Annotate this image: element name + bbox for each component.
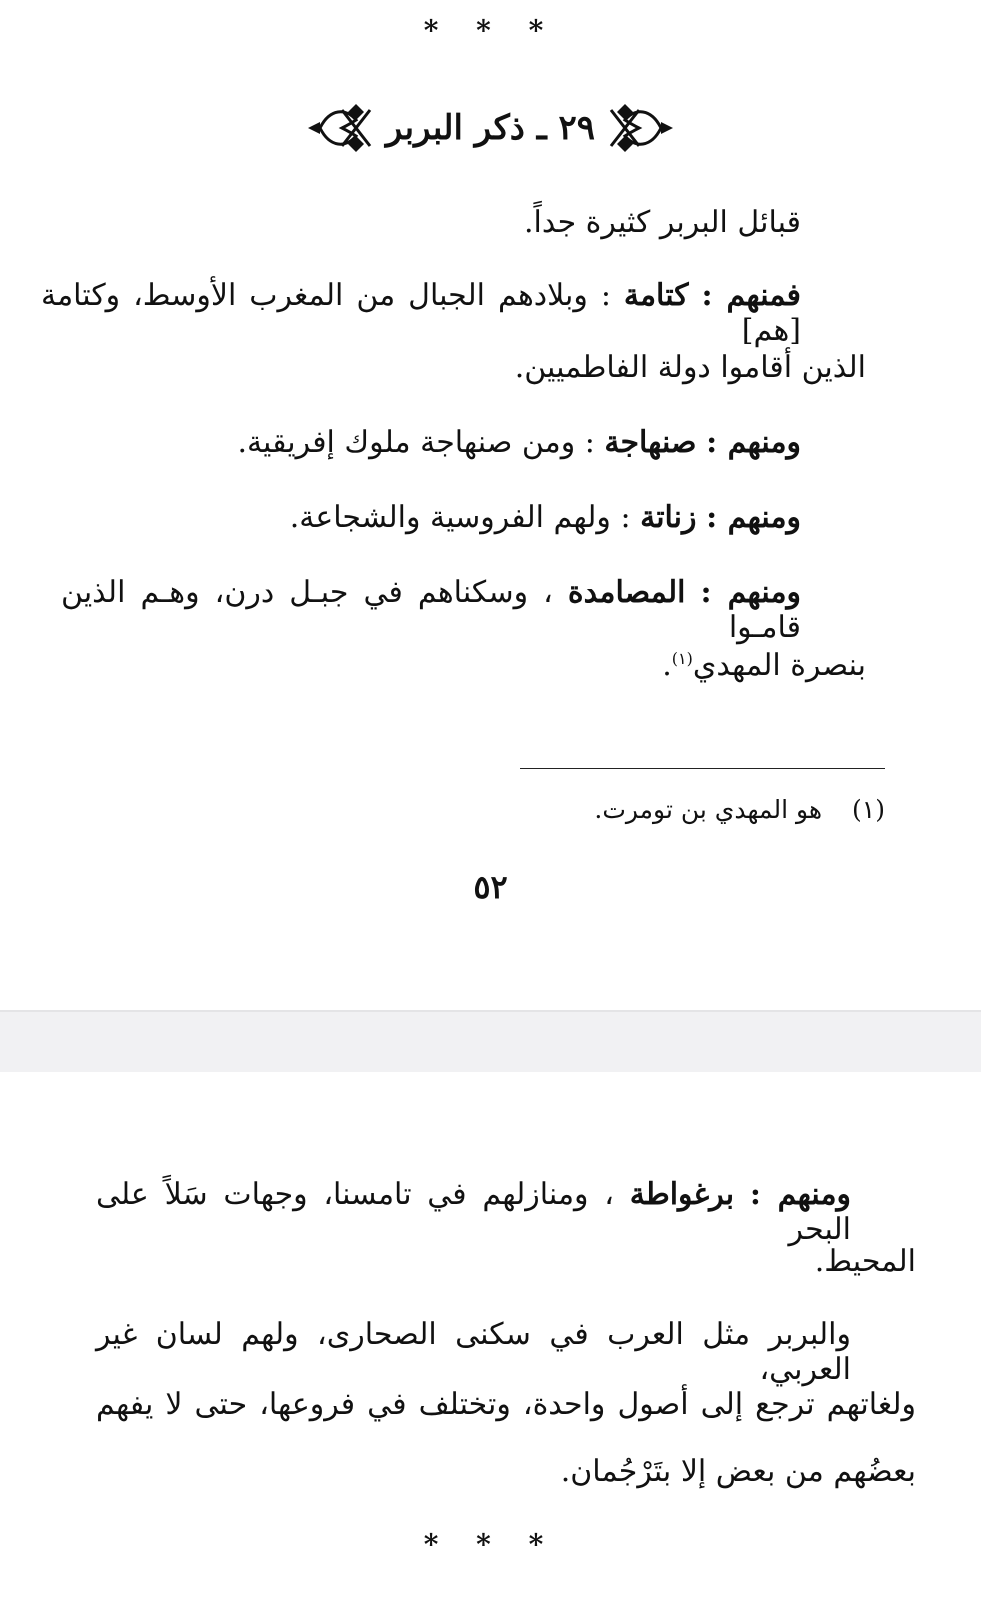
entry-prefix: ومنهم : [749,1177,852,1212]
tribe-name: برغواطة [629,1177,735,1212]
entry-prefix: ومنهم : [706,500,801,535]
tribe-name: زناتة [640,500,697,535]
entry-text: بنصرة المهدي [692,648,866,683]
section-divider-stars: * * * [423,14,558,47]
entry-masmuda-line2 [662,648,866,683]
footnote-number: (١) [852,795,885,824]
entry-barghawata-line1 [96,1177,851,1247]
footnote-rule [520,768,885,769]
footnote-ref: (١) [671,649,693,668]
entry-prefix: ومنهم : [706,425,801,460]
entry-text: ، وسكناهم في جبـل درن، وهـم الذين قامـوا [61,575,801,645]
tribe-name: المصامدة [567,575,686,610]
intro-line: قبائل البربر كثيرة جداً. [523,205,801,240]
paragraph-line2: ولغاتهم ترجع إلى أصول واحدة، وتختلف في فروعها، حتى لا يفهم [96,1387,916,1422]
entry-masmuda-line1 [61,575,801,645]
entry-kutama-line1 [41,278,801,348]
tribe-name: صنهاجة [604,425,697,460]
entry-text: : وبلادهم الجبال من المغرب الأوسط، وكتامة [هم] [41,278,801,348]
page-separator [0,1010,981,1073]
tribe-name: كتامة [623,278,689,313]
entry-prefix: فمنهم : [701,278,801,313]
entry-text: : ولهم الفروسية والشجاعة. [289,500,631,535]
entry-text: : ومن صنهاجة ملوك إفريقية. [237,425,595,460]
chapter-heading [0,100,981,156]
entry-text: ، ومنازلهم في تامسنا، وجهات سَلاً على البحر [96,1177,851,1247]
entry-sanhaja [237,425,801,460]
paragraph-line1: والبربر مثل العرب في سكنى الصحارى، ولهم لسان غير العربي، [96,1317,851,1387]
entry-barghawata-line2: المحيط. [814,1244,916,1279]
entry-kutama-line2: الذين أقاموا دولة الفاطميين. [514,350,866,385]
section-divider-stars: * * * [423,1528,558,1561]
period: . [662,648,672,683]
footnote [594,795,885,824]
footnote-text: هو المهدي بن تومرت. [594,795,823,824]
ornament-right-icon [605,100,675,156]
book-page-53 [0,1072,981,1600]
entry-prefix: ومنهم : [700,575,801,610]
page-number: ٥٢ [473,868,508,906]
paragraph-line3: بعضُهم من بعض إلا بتَرْجُمان. [560,1454,916,1489]
chapter-title: ٢٩ ـ ذكر البربر [385,108,596,148]
entry-zanata [290,500,801,535]
ornament-left-icon [306,100,376,156]
